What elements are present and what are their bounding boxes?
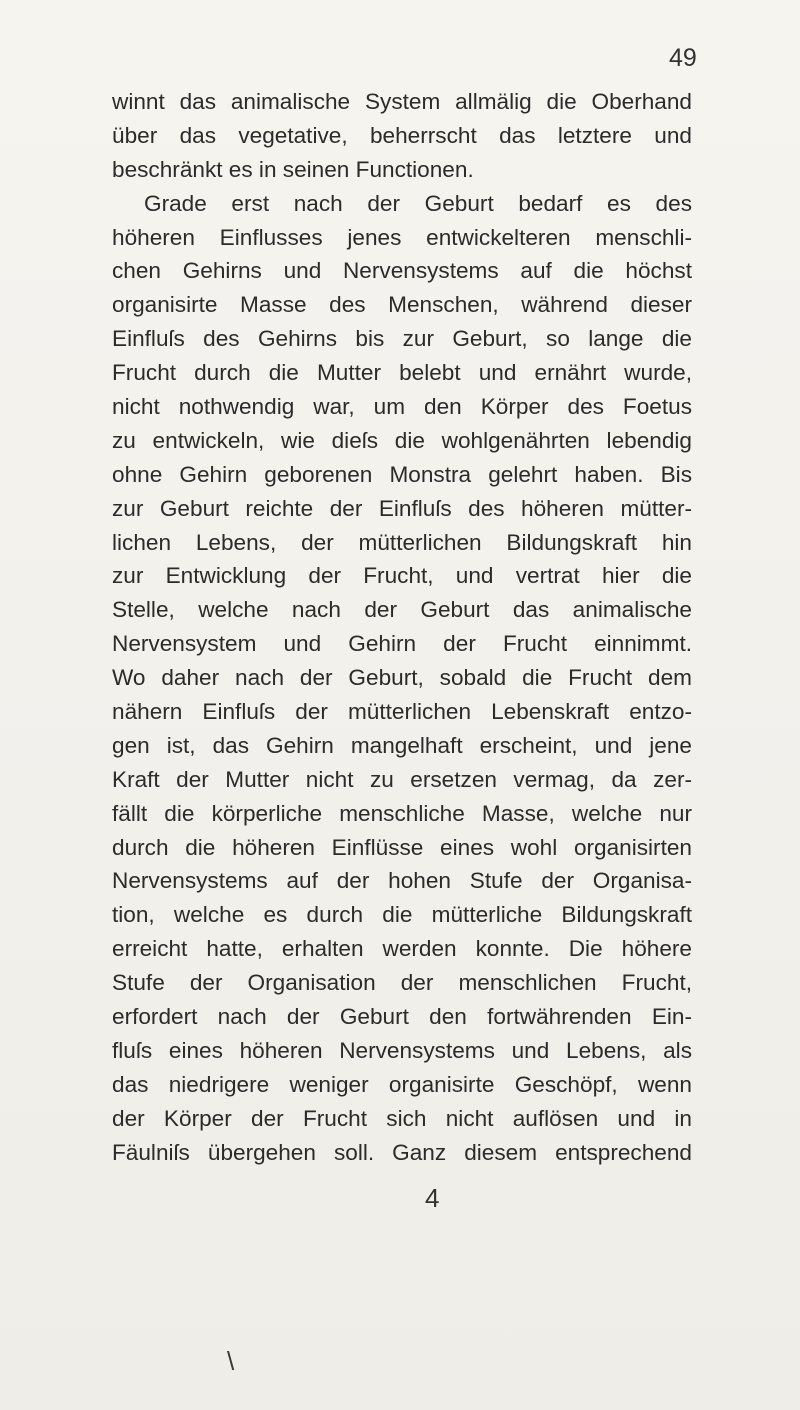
text-line: Nervensystem und Gehirn der Frucht einnimmt. — [112, 631, 692, 657]
stray-mark: \ — [227, 1346, 235, 1376]
text-line: Grade erst nach der Geburt bedarf es des — [144, 190, 692, 216]
text-line: lichen Lebens, der mütterlichen Bildungskraft hin — [112, 529, 692, 555]
text-line: der Körper der Frucht sich nicht auflösen und in — [112, 1105, 692, 1131]
text-line: winnt das animalische System allmälig die Oberhand — [112, 89, 692, 114]
text-line: über das vegetative, beherrscht das letztere und — [112, 122, 692, 148]
text-line: durch die höheren Einflüsse eines wohl organisirten — [112, 834, 692, 860]
text-line: Einfluſs des Gehirns bis zur Geburt, so lange die — [112, 326, 692, 352]
text-line: chen Gehirns und Nervensystems auf die höchst — [112, 258, 692, 284]
body-text — [112, 85, 692, 1170]
text-line: ohne Gehirn geborenen Monstra gelehrt haben. Bis — [112, 461, 692, 487]
text-line: erfordert nach der Geburt den fortwährenden Ein- — [112, 1004, 692, 1030]
page-number: 49 — [669, 44, 697, 72]
text-line: Stelle, welche nach der Geburt das animalische — [112, 597, 692, 623]
text-line: höheren Einflusses jenes entwickelteren menschli- — [112, 224, 692, 250]
text-line: fällt die körperliche menschliche Masse, welche nur — [112, 800, 692, 826]
text-line: das niedrigere weniger organisirte Geschöpf, wenn — [112, 1071, 692, 1097]
text-line: fluſs eines höheren Nervensystems und Lebens, als — [112, 1037, 692, 1063]
text-line: zur Geburt reichte der Einfluſs des höheren mütter- — [112, 495, 692, 521]
text-line: Fäulniſs übergehen soll. Ganz diesem entsprechend — [112, 1139, 692, 1165]
signature-mark: 4 — [425, 1183, 440, 1213]
text-line: Stufe der Organisation der menschlichen Frucht, — [112, 970, 692, 996]
text-line: gen ist, das Gehirn mangelhaft erscheint, und jene — [112, 732, 692, 758]
text-line: Wo daher nach der Geburt, sobald die Frucht dem — [112, 665, 692, 691]
text-line: Frucht durch die Mutter belebt und ernährt wurde, — [112, 360, 692, 386]
text-line: beschränkt es in seinen Functionen. — [112, 156, 474, 182]
text-line: erreicht hatte, erhalten werden konnte. Die höhere — [112, 936, 692, 962]
text-line: Kraft der Mutter nicht zu ersetzen vermag, da zer- — [112, 766, 692, 792]
text-line: nähern Einfluſs der mütterlichen Lebenskraft entzo- — [112, 699, 692, 725]
text-line: zu entwickeln, wie dieſs die wohlgenährten lebendig — [112, 427, 692, 453]
text-line: zur Entwicklung der Frucht, und vertrat hier die — [112, 563, 692, 589]
text-line: Nervensystems auf der hohen Stufe der Organisa- — [112, 868, 692, 894]
text-line: tion, welche es durch die mütterliche Bildungskraft — [112, 902, 692, 928]
text-line: organisirte Masse des Menschen, während dieser — [112, 292, 692, 318]
text-line: nicht nothwendig war, um den Körper des Foetus — [112, 394, 692, 420]
